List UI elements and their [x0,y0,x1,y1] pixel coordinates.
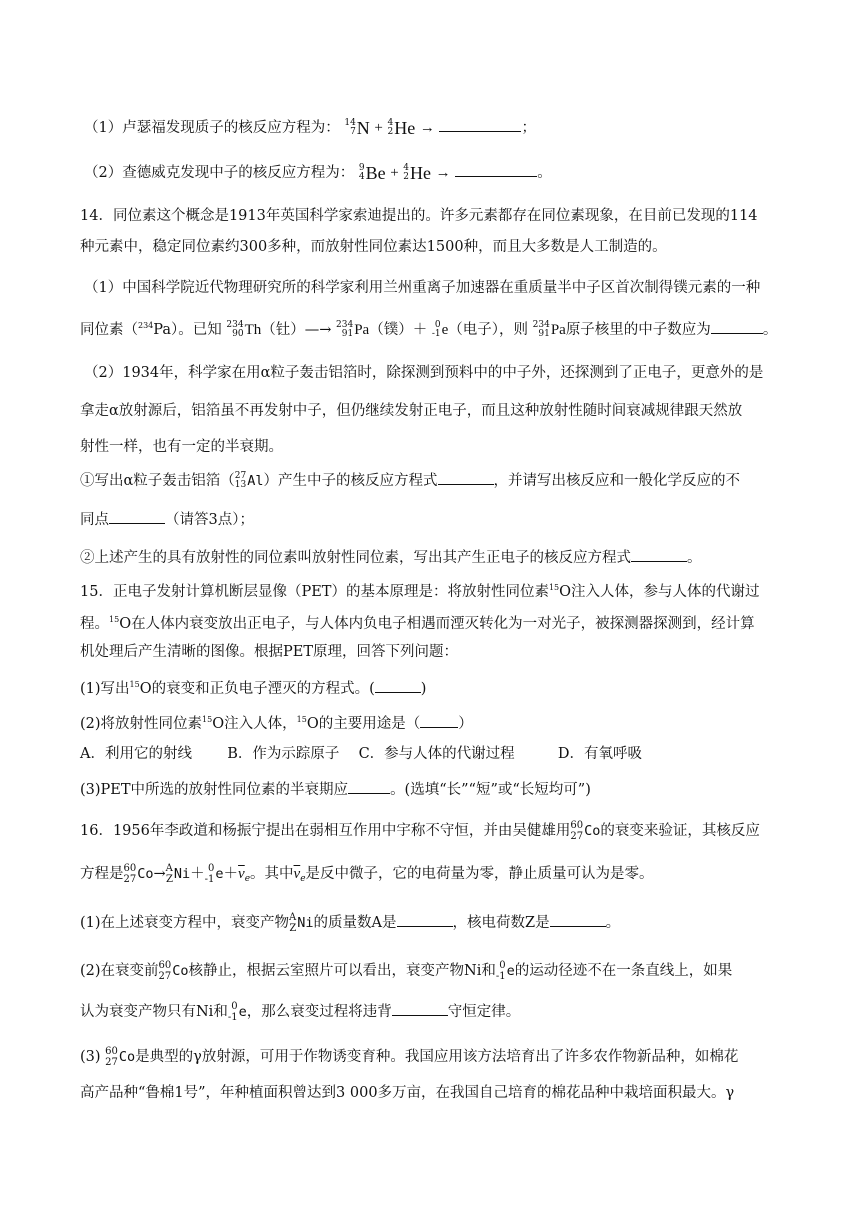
nuclide-co60: 60 27 Co [570,820,601,842]
q16-line1: 16．1956年李政道和杨振宁提出在弱相互作用中宇称不守恒，并由吴健雄用 60 27 Co 的衰变来验证，其核反应 [80,820,760,842]
answer-blank[interactable] [397,911,453,927]
q15-line3: 机处理后产生清晰的图像。根据PET原理，回答下列问题： [80,644,459,660]
antineutrino-symbol: $\overline{v}$ [293,866,301,882]
nuclide-electron: 0 -1 e [204,863,224,885]
answer-blank[interactable] [455,161,537,177]
q16-sub2-line1: (2)在衰变前 60 27 Co 核静止，根据云室照片可以看出，衰变产物Ni和 0 -1 e 的运动径迹不在一条直线上，如果 [80,960,733,982]
q15-options [80,744,784,764]
nuclide-al27: 27 13 Al [234,471,264,490]
nuclide-he4: 4 2 He [403,163,431,183]
q16-sub2-line2: 认为衰变产物只有Ni和 0 -1 e ，那么衰变过程将违背 守恒定律。 [80,1001,521,1023]
q14-intro-line1: 14．同位素这个概念是1913年英国科学家索迪提出的。许多元素都存在同位素现象，在目前已发现的114 [80,208,758,224]
nuclide-co60: 60 27 Co [123,863,154,885]
answer-blank[interactable] [392,1000,448,1016]
answer-blank[interactable] [631,546,687,562]
q14-p2-line3: 射性一样，也有一定的半衰期。 [80,439,283,455]
q14-c2: ②上述产生的具有放射性的同位素叫放射性同位素，写出其产生正电子的核反应方程式 。 [80,546,784,568]
answer-blank[interactable] [375,677,421,693]
answer-blank[interactable] [439,116,521,132]
q16-sub3-line2: 高产品种“鲁棉1号”，年种植面积曾达到3 000多万亩，在我国自己培育的棉花品种中栽培面积最大。γ [80,1085,735,1101]
nuclide-be9: 9 4 Be [358,163,386,183]
answer-blank[interactable] [550,911,606,927]
option-b[interactable]: B．作为示踪原子 [227,746,340,762]
nuclide-he4: 4 2 He [387,118,416,138]
nuclide-n14: 14 7 N [344,118,370,138]
answer-blank[interactable] [420,712,458,728]
q13-part1: （1）卢瑟福发现质子的核反应方程为： 14 7 N + 4 2 He → ； [84,118,536,138]
q14-c1-line1: ①写出α粒子轰击铝箔（ 27 13 Al ）产生中子的核反应方程式 ，并请写出核反应和一般化学反应的不 [80,471,741,490]
nuclide-pa234: 234 91 Pa [336,320,370,339]
q14-p2-line2: 拿走α放射源后，铝箔虽不再发射中子，但仍继续发射正电子，而且这种放射性随时间衰减规律跟天然放 [80,403,743,419]
answer-blank[interactable] [711,318,763,334]
nuclide-electron: 0 -1 e [495,960,515,982]
answer-blank[interactable] [438,469,494,485]
nuclide-th234: 234 90 Th [226,320,262,339]
option-d[interactable]: D．有氧呼吸 [557,746,643,762]
q15-sub1: (1)写出$^{15}$O的衰变和正负电子湮灭的方程式。( ) [80,675,784,699]
option-c[interactable]: C．参与人体的代谢过程 [358,746,515,762]
q15-sub3: (3)PET中所选的放射性同位素的半衰期应 。(选填“长”“短”或“长短均可”) [80,778,784,800]
antineutrino-symbol: $\overline{v}$ [238,866,245,882]
q14-p1-line1: （1）中国科学院近代物理研究所的科学家利用兰州重离子加速器在重质量半中子区首次制得镤元素的一种 [84,280,761,296]
nuclide-co60: 60 27 Co [105,1046,136,1068]
nuclide-ni: A Z Ni [165,863,191,885]
nuclide-ni: A Z Ni [289,912,314,934]
nuclide-co60: 60 27 Co [158,960,189,982]
option-a[interactable]: A．利用它的射线 [80,746,192,762]
q16-line2: 方程是 60 27 Co → A Z Ni ＋ 0 -1 e $+\overline{v}_e$。其中$\overline{v}_e$是反中微子，它的电荷量为零，静止质量可认为是零。 [80,863,654,885]
q15-sub2: (2)将放射性同位素$^{15}$O注入人体，$^{15}$O的主要用途是（ ） [80,710,784,734]
answer-blank[interactable] [348,778,390,794]
nuclide-electron: 0 -1 e [431,320,449,339]
q16-sub1: (1)在上述衰变方程中，衰变产物 A Z Ni 的质量数A是 ，核电荷数Z是 。 [80,912,621,934]
q14-p2-line1: （2）1934年，科学家在用α粒子轰击铝箔时，除探测到预料中的中子外，还探测到了正电子，更意外的是 [84,365,764,381]
q13-part2: （2）查德威克发现中子的核反应方程为： 9 4 Be + 4 2 He → 。 [84,163,552,183]
nuclide-electron: 0 -1 e [227,1001,247,1023]
q15-line1: 15．正电子发射计算机断层显像（PET）的基本原理是：将放射性同位素$^{15}$O注入人体，参与人体的代谢过 [80,583,760,600]
q16-sub3-line1: (3) 60 27 Co 是典型的γ放射源，可用于作物诱变育种。我国应用该方法培育出了许多农作物新品种，如棉花 [80,1046,739,1068]
answer-blank[interactable] [109,508,165,524]
nuclide-pa234: 234 91 Pa [532,320,566,339]
q14-intro-line2: 种元素中，稳定同位素约300多种，而放射性同位素达1500种，而且大多数是人工制造的。 [80,239,667,255]
q14-c1-line2: 同点 （请答3点）； [80,508,784,530]
q14-p1-line2: 同位素（$^{234}$Pa）。已知 234 90 Th （钍）—→ 234 91 Pa （镤）＋ 0 -1 e （电子），则 234 91 Pa 原子核里的中子数应为 。 [80,320,778,339]
q15-line2: 程。$^{15}$O在人体内衰变放出正电子，与人体内负电子相遇而湮灭转化为一对光子，被探测器探测到，经计算 [80,615,755,632]
